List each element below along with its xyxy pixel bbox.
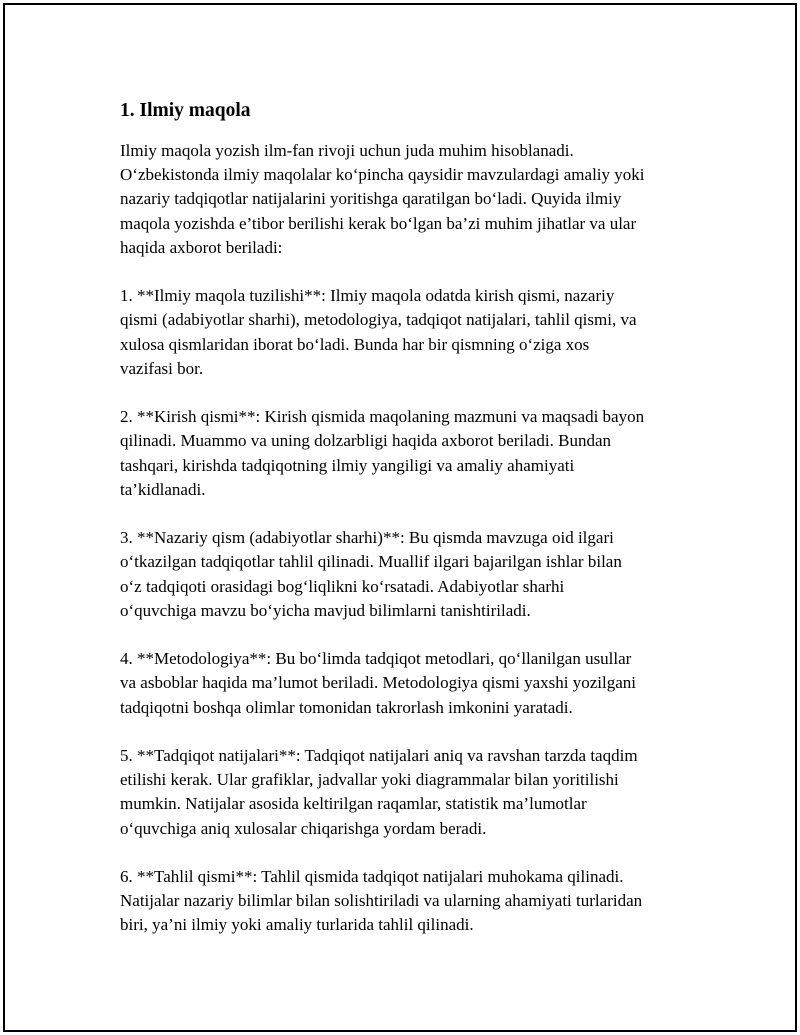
section-heading: 1. Ilmiy maqola <box>120 100 251 121</box>
page-frame <box>3 3 797 1032</box>
paragraph-analysis: 6. **Tahlil qismi**: Tahlil qismida tadqiqot natijalari muhokama qilinadi. Natijalar nazariy bilimlar bilan solishtiriladi va ularning ahamiyati turlaridan biri, ya’ni ilmiy yoki amaliy turlarida tahlil qilinadi. <box>120 867 643 935</box>
paragraph-literature-review: 3. **Nazariy qism (adabiyotlar sharhi)**: Bu qismda mavzuga oid ilgari o‘tkazilgan tadqiqotlar tahlil qilinadi. Muallif ilgari bajarilgan ishlar bilan o‘z tadqiqoti orasidagi bog‘liqlikni ko‘rsatadi. Adabiyotlar sharhi o‘quvchiga mavzu bo‘yicha mavjud bilimlarni tanishtiriladi. <box>120 528 622 620</box>
paragraph-introduction: 2. **Kirish qismi**: Kirish qismida maqolaning mazmuni va maqsadi bayon qilinadi. Muammo va uning dolzarbligi haqida axborot beriladi. Bundan tashqari, kirishda tadqiqotning ilmiy yangiligi va amaliy ahamiyati ta’kidlanadi. <box>120 407 645 499</box>
paragraph-methodology: 4. **Metodologiya**: Bu bo‘limda tadqiqot metodlari, qo‘llanilgan usullar va asboblar haqida ma’lumot beriladi. Metodologiya qismi yaxshi yozilgani tadqiqotni boshqa olimlar tomonidan takrorlash imkonini yaratadi. <box>120 649 637 717</box>
intro-paragraph: Ilmiy maqola yozish ilm-fan rivoji uchun juda muhim hisoblanadi. O‘zbekistonda ilmiy maqolalar ko‘pincha qaysidir mavzulardagi amaliy yoki nazariy tadqiqotlar natijalarini yoritishga qaratilgan bo‘ladi. Quyida ilmiy maqola yozishda e’tibor berilishi kerak bo‘lgan ba’zi muhim jihatlar va ular haqida axborot beriladi: <box>120 141 645 257</box>
document-body <box>120 99 700 962</box>
paragraph-results: 5. **Tadqiqot natijalari**: Tadqiqot natijalari aniq va ravshan tarzda taqdim etilishi kerak. Ular grafiklar, jadvallar yoki diagrammalar bilan yoritilishi mumkin. Natijalar asosida keltirilgan raqamlar, statistik ma’lumotlar o‘quvchiga aniq xulosalar chiqarishga yordam beradi. <box>120 746 638 838</box>
paragraph-structure: 1. **Ilmiy maqola tuzilishi**: Ilmiy maqola odatda kirish qismi, nazariy qismi (adabiyotlar sharhi), metodologiya, tadqiqot natijalari, tahlil qismi, va xulosa qismlaridan iborat bo‘ladi. Bunda har bir qismning o‘ziga xos vazifasi bor. <box>120 286 637 378</box>
